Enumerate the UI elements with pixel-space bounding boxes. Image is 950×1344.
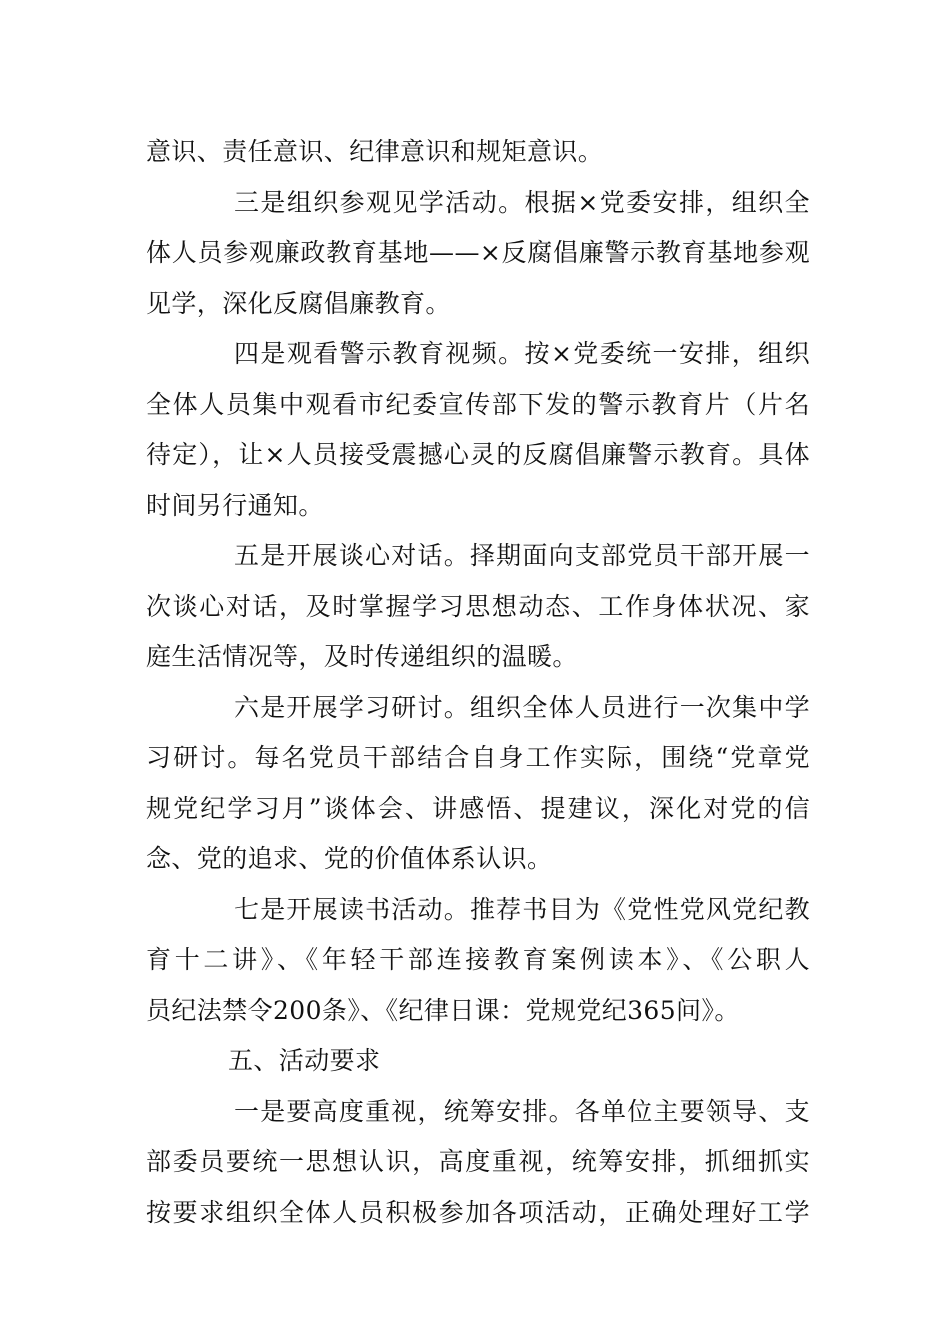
text-line: 员纪法禁令200条》、《纪律日课：党规党纪365问》。: [146, 995, 740, 1025]
text-line: 体人员参观廉政教育基地——×反腐倡廉警示教育基地参观: [146, 238, 810, 267]
document-body: [146, 127, 810, 1238]
text-line: 全体人员集中观看市纪委宣传部下发的警示教育片（片名: [146, 389, 810, 419]
text-line: 部委员要统一思想认识，高度重视，统筹安排，抓细抓实: [146, 1147, 810, 1176]
text-line: 规党纪学习月”谈体会、讲感悟、提建议，深化对党的信: [146, 793, 810, 823]
text-line: 次谈心对话，及时掌握学习思想动态、工作身体状况、家: [146, 591, 810, 621]
paragraph-start-line: 五是开展谈心对话。择期面向支部党员干部开展一: [234, 541, 810, 570]
text-line: 待定），让×人员接受震撼心灵的反腐倡廉警示教育。具体: [146, 440, 810, 469]
text-line: 按要求组织全体人员积极参加各项活动，正确处理好工学: [146, 1197, 810, 1227]
paragraph-start-line: 四是观看警示教育视频。按×党委统一安排，组织: [234, 339, 810, 368]
paragraph-start-line: 一是要高度重视，统筹安排。各单位主要领导、支: [234, 1096, 810, 1126]
text-line: 庭生活情况等，及时传递组织的温暖。: [146, 642, 578, 671]
text-line: 见学，深化反腐倡廉教育。: [146, 288, 451, 318]
paragraph-start-line: 六是开展学习研讨。组织全体人员进行一次集中学: [234, 692, 810, 722]
text-line: 时间另行通知。: [146, 490, 324, 520]
text-line: 念、党的追求、党的价值体系认识。: [146, 844, 553, 873]
text-line: 习研讨。每名党员干部结合自身工作实际，围绕“党章党: [146, 743, 810, 772]
paragraph-start-line: 七是开展读书活动。推荐书目为《党性党风党纪教: [234, 894, 810, 924]
paragraph-start-line: 三是组织参观见学活动。根据×党委安排，组织全: [234, 187, 810, 217]
text-line: 意识、责任意识、纪律意识和规矩意识。: [146, 137, 604, 166]
text-line: 育十二讲》、《年轻干部连接教育案例读本》、《公职人: [146, 945, 810, 974]
section-heading: 五、活动要求: [228, 1046, 381, 1075]
